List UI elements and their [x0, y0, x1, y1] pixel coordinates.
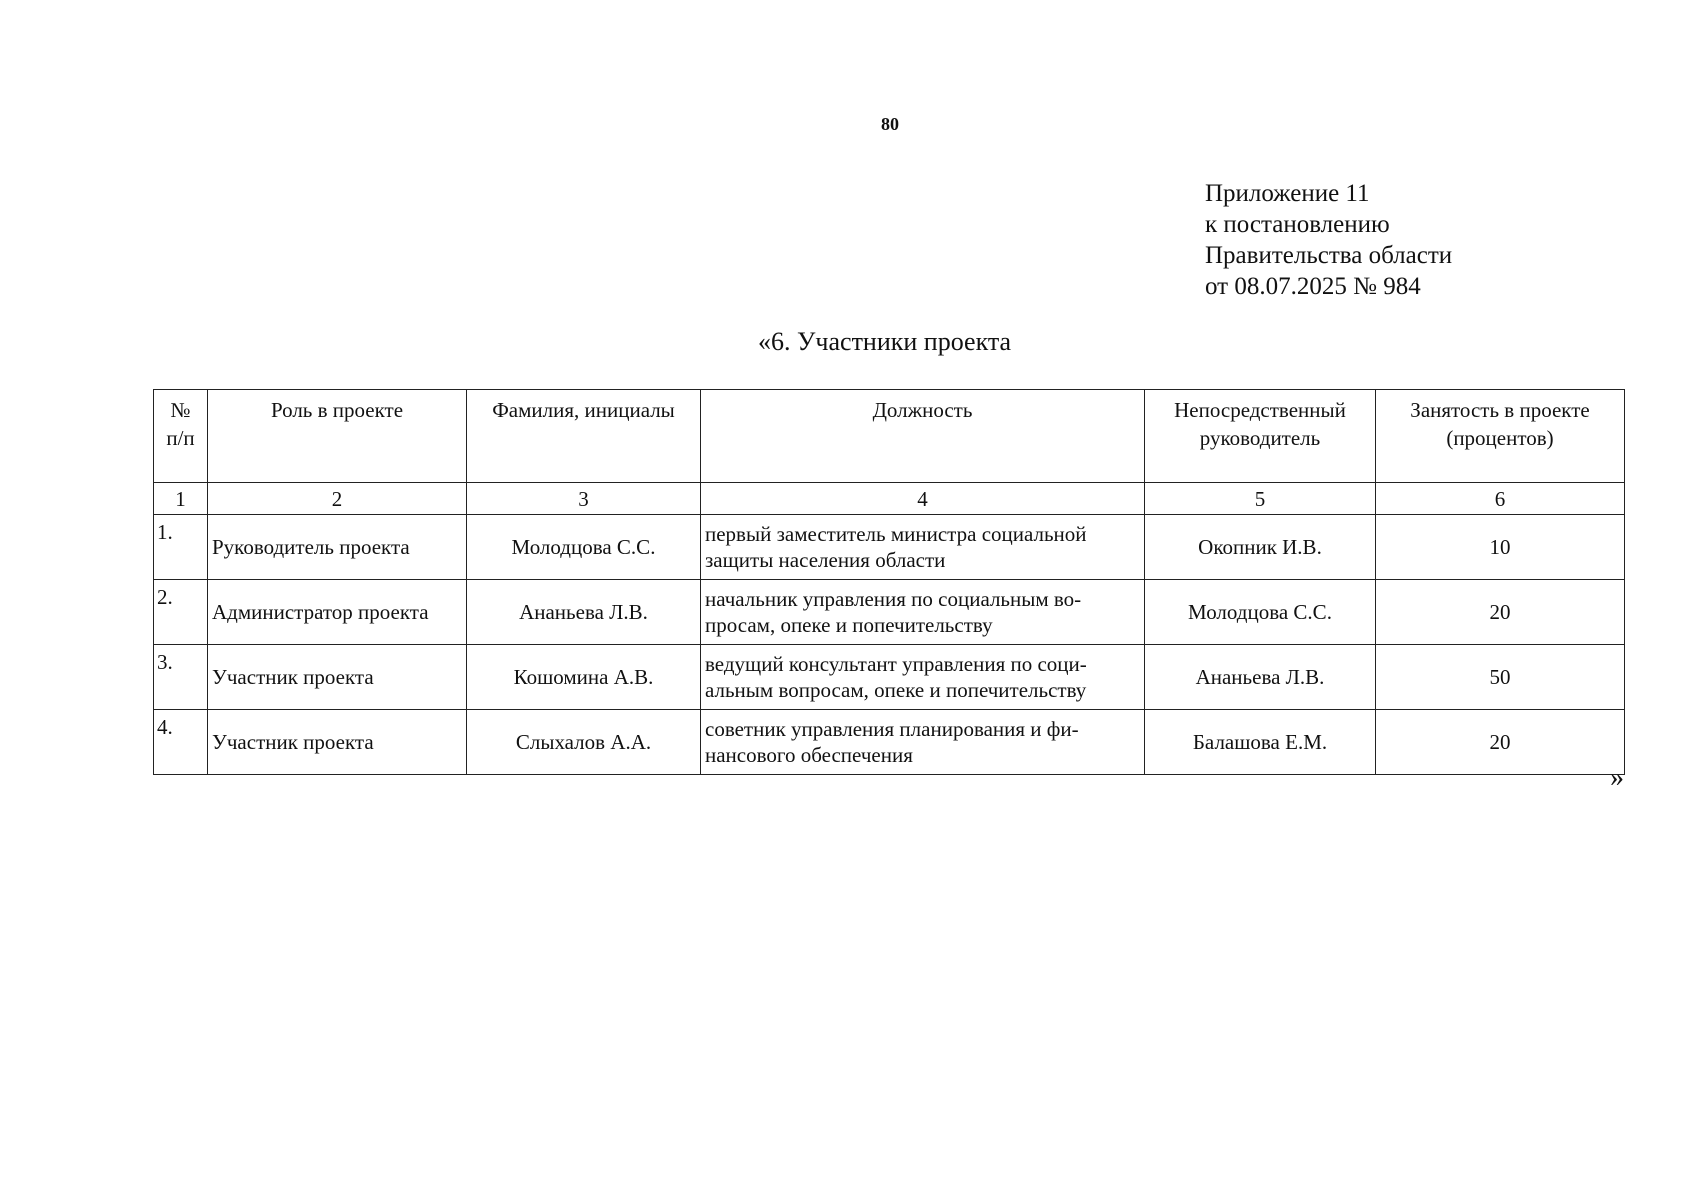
header-load-line1: Занятость в проекте — [1410, 398, 1590, 422]
table-row — [154, 710, 1625, 775]
column-number: 1 — [154, 483, 208, 515]
table-row — [154, 645, 1625, 710]
column-number: 3 — [467, 483, 701, 515]
row-role: Участник проекта — [208, 710, 467, 775]
header-role: Роль в проекте — [208, 390, 467, 483]
section-title: «6. Участники проекта — [758, 327, 1012, 356]
row-position-line2: просам, опеке и попечительству — [705, 613, 993, 637]
row-position-line2: защиты населения области — [705, 548, 946, 572]
header-supervisor — [1145, 390, 1376, 483]
row-name: Молодцова С.С. — [467, 515, 701, 580]
column-number: 2 — [208, 483, 467, 515]
row-supervisor: Окопник И.В. — [1145, 515, 1376, 580]
column-number-row — [154, 483, 1625, 515]
participants-table — [153, 389, 1625, 775]
column-number: 4 — [701, 483, 1145, 515]
table-row — [154, 515, 1625, 580]
row-load: 20 — [1376, 580, 1625, 645]
header-name: Фамилия, инициалы — [467, 390, 701, 483]
row-name: Кошомина А.В. — [467, 645, 701, 710]
appendix-header — [1205, 178, 1452, 302]
row-supervisor: Балашова Е.М. — [1145, 710, 1376, 775]
appendix-resolution-ref: к постановлению — [1205, 211, 1390, 238]
row-position — [701, 580, 1145, 645]
row-position-line2: нансового обеспечения — [705, 743, 913, 767]
row-role: Руководитель проекта — [208, 515, 467, 580]
row-position-line2: альным вопросам, опеке и попечительству — [705, 678, 1087, 702]
row-index: 4. — [154, 710, 208, 775]
row-load: 20 — [1376, 710, 1625, 775]
header-supervisor-line1: Непосредственный — [1174, 398, 1346, 422]
row-role: Участник проекта — [208, 645, 467, 710]
row-position — [701, 515, 1145, 580]
row-load: 10 — [1376, 515, 1625, 580]
header-number — [154, 390, 208, 483]
table-row — [154, 580, 1625, 645]
row-supervisor: Молодцова С.С. — [1145, 580, 1376, 645]
page-number: 80 — [881, 114, 899, 134]
row-supervisor: Ананьева Л.В. — [1145, 645, 1376, 710]
header-supervisor-line2: руководитель — [1199, 426, 1321, 450]
row-position-line1: начальник управления по социальным во- — [705, 587, 1082, 611]
header-number-line1: № — [170, 398, 191, 422]
header-position: Должность — [701, 390, 1145, 483]
header-number-line2: п/п — [166, 426, 195, 450]
row-role: Администратор проекта — [208, 580, 467, 645]
row-name: Слыхалов А.А. — [467, 710, 701, 775]
row-position — [701, 645, 1145, 710]
column-number: 5 — [1145, 483, 1376, 515]
column-number: 6 — [1376, 483, 1625, 515]
header-load — [1376, 390, 1625, 483]
row-index: 1. — [154, 515, 208, 580]
row-position-line1: советник управления планирования и фи- — [705, 717, 1079, 741]
row-index: 3. — [154, 645, 208, 710]
closing-quote: » — [1610, 762, 1624, 793]
appendix-government: Правительства области — [1205, 242, 1453, 269]
row-position — [701, 710, 1145, 775]
row-position-line1: первый заместитель министра социальной — [705, 522, 1087, 546]
row-load: 50 — [1376, 645, 1625, 710]
row-name: Ананьева Л.В. — [467, 580, 701, 645]
appendix-date-number: от 08.07.2025 № 984 — [1205, 273, 1421, 300]
appendix-number: Приложение 11 — [1205, 180, 1370, 207]
row-index: 2. — [154, 580, 208, 645]
row-position-line1: ведущий консультант управления по соци- — [705, 652, 1087, 676]
header-load-line2: (процентов) — [1446, 426, 1554, 450]
table-header-row — [154, 390, 1625, 483]
